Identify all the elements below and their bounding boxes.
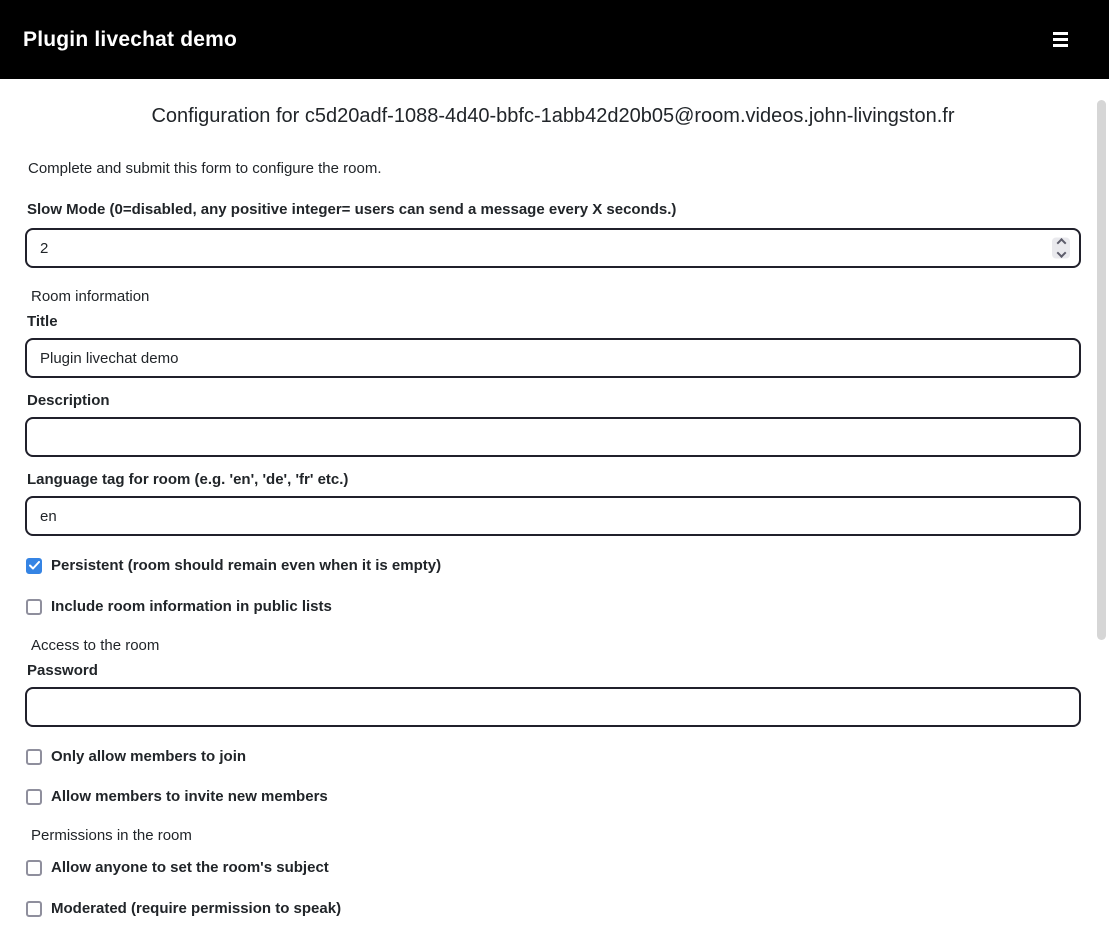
language-field (25, 496, 1081, 536)
scrollbar-thumb[interactable] (1097, 100, 1106, 640)
checkbox-box[interactable] (26, 901, 42, 917)
menu-button[interactable] (1049, 28, 1072, 51)
section-legend-permissions: Permissions in the room (31, 827, 192, 844)
app-header (0, 0, 1109, 79)
slow-mode-input[interactable] (25, 228, 1081, 268)
checkbox-public-list[interactable] (25, 597, 1081, 616)
section-legend-room-information: Room information (31, 288, 150, 305)
description-input[interactable] (25, 417, 1081, 457)
checkbox-label: Allow anyone to set the room's subject (51, 859, 329, 876)
title-field (25, 338, 1081, 378)
checkbox-moderated[interactable] (25, 899, 1081, 918)
slow-mode-field (25, 228, 1081, 268)
checkbox-label: Moderated (require permission to speak) (51, 900, 342, 917)
checkbox-members-only[interactable] (25, 747, 1081, 766)
checkbox-members-invite[interactable] (25, 787, 1081, 806)
checkbox-persistent[interactable] (25, 556, 1081, 575)
room-configuration-form (0, 79, 1109, 918)
description-label: Description (27, 392, 110, 409)
number-stepper[interactable] (1052, 238, 1070, 259)
password-field (25, 687, 1081, 727)
form-instructions: Complete and submit this form to configure the room. (28, 160, 382, 177)
checkbox-label: Allow members to invite new members (51, 788, 328, 805)
slow-mode-label: Slow Mode (0=disabled, any positive integer= users can send a message every X seconds.) (27, 201, 677, 218)
page-title: Configuration for c5d20adf-1088-4d40-bbfc-1abb42d20b05@room.videos.john-livingston.fr (151, 105, 955, 127)
checkbox-box[interactable] (26, 749, 42, 765)
language-label: Language tag for room (e.g. 'en', 'de', 'fr' etc.) (27, 471, 349, 488)
checkbox-box[interactable] (26, 558, 42, 574)
section-legend-access: Access to the room (31, 637, 160, 654)
language-input[interactable] (25, 496, 1081, 536)
title-label: Title (27, 313, 58, 330)
chevron-down-icon (1056, 248, 1066, 258)
title-input[interactable] (25, 338, 1081, 378)
app-title: Plugin livechat demo (23, 27, 238, 51)
password-label: Password (27, 662, 98, 679)
hamburger-icon (1053, 32, 1068, 47)
chevron-up-icon (1056, 238, 1066, 248)
checkbox-box[interactable] (26, 860, 42, 876)
checkbox-box[interactable] (26, 599, 42, 615)
password-input[interactable] (25, 687, 1081, 727)
checkbox-label: Only allow members to join (51, 748, 247, 765)
description-field (25, 417, 1081, 457)
checkbox-label: Include room information in public lists (51, 598, 332, 615)
checkbox-subject[interactable] (25, 858, 1081, 877)
checkbox-label: Persistent (room should remain even when it is empty) (51, 557, 442, 574)
checkbox-box[interactable] (26, 789, 42, 805)
check-icon (29, 561, 40, 570)
